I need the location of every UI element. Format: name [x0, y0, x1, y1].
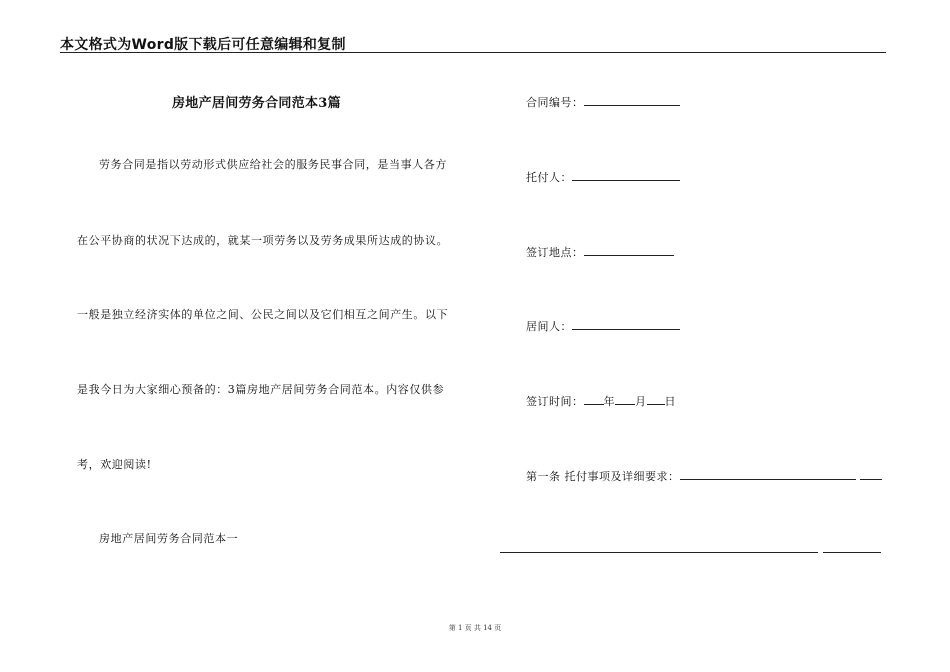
document-title: 房地产居间劳务合同范本3篇 — [172, 96, 341, 111]
signing-place-label: 签订地点： — [526, 246, 584, 259]
day-label: 日 — [664, 395, 676, 408]
client-label: 托付人： — [526, 171, 572, 184]
clause-1-blank-end — [860, 469, 882, 480]
broker-blank — [572, 319, 680, 330]
broker-field — [526, 318, 680, 334]
section-subheading: 房地产居间劳务合同范本一 — [99, 532, 239, 545]
body-line-4: 是我今日为大家细心预备的：3篇房地产居间劳务合同范本。内容仅供参 — [77, 383, 445, 396]
body-line-2: 在公平协商的状况下达成的，就某一项劳务以及劳务成果所达成的协议。 — [77, 234, 449, 247]
page-footer: 第 1 页 共 14 页 — [448, 624, 502, 632]
broker-label: 居间人： — [526, 320, 572, 333]
day-blank — [647, 394, 665, 405]
signing-date-label: 签订时间： — [526, 395, 584, 408]
clause-1-label: 第一条 托付事项及详细要求： — [526, 470, 680, 483]
signing-date-field — [526, 393, 676, 409]
contract-number-field — [526, 94, 680, 110]
month-blank — [615, 394, 635, 405]
month-label: 月 — [635, 395, 647, 408]
signing-place-field — [526, 244, 674, 260]
body-line-1: 劳务合同是指以劳动形式供应给社会的服务民事合同，是当事人各方 — [99, 158, 447, 171]
clause-1-blank — [680, 469, 856, 480]
body-line-5: 考，欢迎阅读! — [77, 458, 152, 471]
document-header: 本文格式为Word版下载后可任意编辑和复制 — [60, 37, 346, 53]
clause-1-continuation-line — [500, 552, 818, 553]
year-blank — [584, 394, 604, 405]
year-label: 年 — [603, 395, 615, 408]
clause-1-continuation-line-end — [823, 552, 881, 553]
contract-number-label: 合同编号： — [526, 96, 584, 109]
contract-number-blank — [584, 95, 680, 106]
client-field — [526, 169, 680, 185]
clause-1-field — [526, 468, 882, 484]
body-line-3: 一般是独立经济实体的单位之间、公民之间以及它们相互之间产生。以下 — [77, 308, 449, 321]
header-divider — [60, 52, 886, 53]
client-blank — [572, 170, 680, 181]
signing-place-blank — [584, 245, 674, 256]
